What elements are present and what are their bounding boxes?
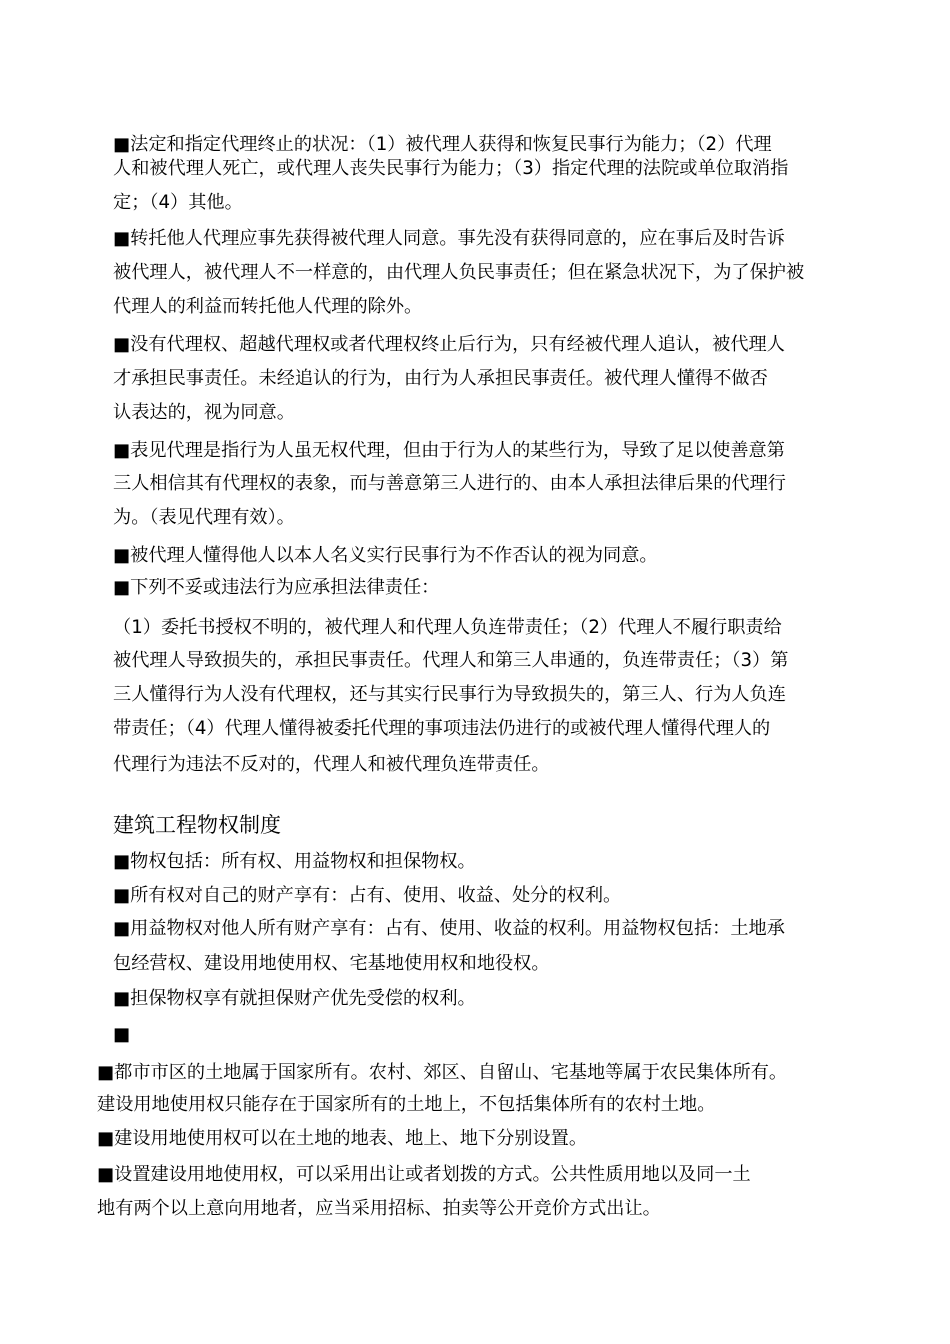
text-line: 才承担民事责任。未经追认的行为，由行为人承担民事责任。被代理人懂得不做否 — [113, 368, 768, 389]
text-line: 人和被代理人死亡，或代理人丧失民事行为能力；（3）指定代理的法院或单位取消指 — [113, 158, 789, 179]
text-line: ■被代理人懂得他人以本人名义实行民事行为不作否认的视为同意。 — [113, 545, 658, 566]
text-line: ■用益物权对他人所有财产享有：占有、使用、收益的权利。用益物权包括：土地承 — [113, 918, 785, 939]
text-line: ■都市市区的土地属于国家所有。农村、郊区、自留山、宅基地等属于农民集体所有。 — [97, 1062, 788, 1083]
text-line: 地有两个以上意向用地者，应当采用招标、拍卖等公开竞价方式出让。 — [97, 1198, 661, 1219]
text-line: ■法定和指定代理终止的状况：（1）被代理人获得和恢复民事行为能力；（2）代理 — [113, 134, 772, 155]
bullet-marker: ■ — [113, 1024, 131, 1045]
text-line: 带责任；（4）代理人懂得被委托代理的事项违法仍进行的或被代理人懂得代理人的 — [113, 718, 771, 739]
text-line: 为。（表见代理有效）。 — [113, 507, 295, 528]
text-line: ■设置建设用地使用权，可以采用出让或者划拨的方式。公共性质用地以及同一土 — [97, 1164, 751, 1185]
text-line: 被代理人导致损失的，承担民事责任。代理人和第三人串通的，负连带责任；（3）第 — [113, 650, 789, 671]
text-line: ■没有代理权、超越代理权或者代理权终止后行为，只有经被代理人追认，被代理人 — [113, 334, 785, 355]
text-line: ■物权包括：所有权、用益物权和担保物权。 — [113, 851, 476, 872]
text-line: ■下列不妥或违法行为应承担法律责任： — [113, 577, 440, 598]
text-line: 认表达的，视为同意。 — [113, 402, 295, 423]
text-line: 建设用地使用权只能存在于国家所有的土地上，不包括集体所有的农村土地。 — [97, 1094, 716, 1115]
text-line: 三人懂得行为人没有代理权，还与其实行民事行为导致损失的，第三人、行为人负连 — [113, 684, 786, 705]
text-line: ■建设用地使用权可以在土地的地表、地上、地下分别设置。 — [97, 1128, 588, 1149]
section-heading: 建筑工程物权制度 — [113, 813, 281, 837]
text-line: ■所有权对自己的财产享有：占有、使用、收益、处分的权利。 — [113, 885, 622, 906]
text-line: 被代理人，被代理人不一样意的，由代理人负民事责任；但在紧急状况下，为了保护被 — [113, 262, 805, 283]
text-line: 三人相信其有代理权的表象，而与善意第三人进行的、由本人承担法律后果的代理行 — [113, 473, 786, 494]
text-line: （1）委托书授权不明的，被代理人和代理人负连带责任；（2）代理人不履行职责给 — [113, 617, 782, 638]
text-line: 定；（4）其他。 — [113, 192, 243, 213]
text-line: ■担保物权享有就担保财产优先受偿的权利。 — [113, 988, 476, 1009]
text-line: 代理行为违法不反对的，代理人和被代理负连带责任。 — [113, 754, 550, 775]
text-line: ■转托他人代理应事先获得被代理人同意。事先没有获得同意的，应在事后及时告诉 — [113, 228, 785, 249]
text-line: 代理人的利益而转托他人代理的除外。 — [113, 296, 423, 317]
text-line: ■表见代理是指行为人虽无权代理，但由于行为人的某些行为，导致了足以使善意第 — [113, 440, 785, 461]
text-line: 包经营权、建设用地使用权、宅基地使用权和地役权。 — [113, 953, 550, 974]
